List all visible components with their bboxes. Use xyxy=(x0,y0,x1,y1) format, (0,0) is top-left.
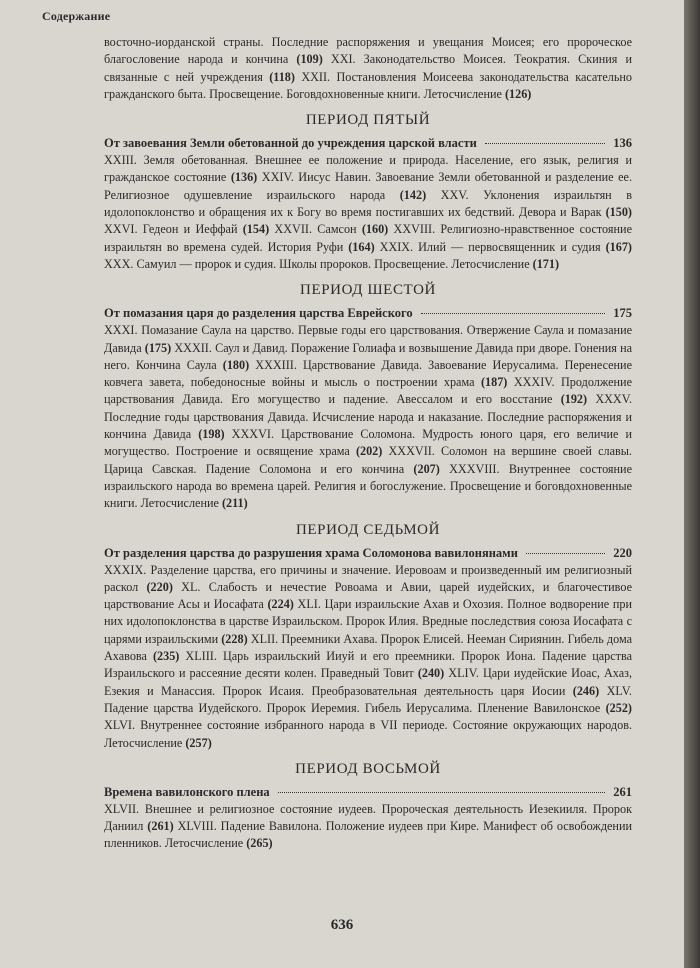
chapter-text: XXV. Уклонения израильтян в идолопоклонство и обращения их к Богу во время постигавших их бедствий. Девора и Варак xyxy=(104,187,632,220)
page-reference: (164) xyxy=(348,239,375,254)
chapter-list xyxy=(104,562,632,752)
page-reference: (154) xyxy=(242,222,270,237)
chapter-text: XLVI. Внутреннее состояние избранного народа в VII периоде. Состояние окружающих народов. Летосчисление xyxy=(104,718,632,750)
toc-entry[interactable] xyxy=(104,545,632,562)
chapter-text: XXI. Законодательство Моисея. Теократия. Скиния и связанные с ней учреждения xyxy=(104,52,633,84)
chapter-text: XXXIII. Царствование Давида. Завоевание Иерусалима. Перенесение ковчега завета, победоносные войны и мысль о построении храма xyxy=(104,357,632,390)
chapter-text: XXXIV. Продолжение царствования Давида. Его могущество и падение. Авессалом и его восстание xyxy=(104,375,632,407)
toc-entry-title: Времена вавилонского плена xyxy=(104,784,270,799)
page-reference: (261) xyxy=(147,819,174,834)
toc-entry-page: 136 xyxy=(613,136,632,151)
page-reference: (150) xyxy=(605,205,632,220)
toc-entry-page: 261 xyxy=(613,784,632,799)
chapter-text: XXVII. Самсон xyxy=(269,222,362,237)
period-section xyxy=(104,281,632,512)
page-reference: (235) xyxy=(152,649,180,664)
page-reference: (198) xyxy=(198,427,225,442)
page-edge-shadow xyxy=(684,0,700,968)
chapter-text: XLV. Падение царства Иудейского. Пророк Иеремия. Гибель Иерусалима. Пленение Вавилонское xyxy=(104,683,632,715)
page-reference: (240) xyxy=(417,666,445,681)
page-reference: (109) xyxy=(296,52,323,67)
page-reference: (187) xyxy=(480,375,508,390)
chapter-text: XXII. Постановления Моисеева законодательства касательно гражданского быта. Просвещение. Боговдохновенные книги. Летосчисление xyxy=(104,69,632,101)
period-section xyxy=(104,760,632,853)
page-reference: (246) xyxy=(572,683,600,698)
page-reference: (126) xyxy=(504,86,532,101)
toc-entry-title: От завоевания Земли обетованной до учреждения царской власти xyxy=(104,136,477,151)
intro-paragraph xyxy=(104,34,632,103)
period-title: ПЕРИОД СЕДЬМОЙ xyxy=(295,521,441,538)
dot-leader xyxy=(421,312,606,314)
running-head: Содержание xyxy=(42,9,111,23)
page-reference: (180) xyxy=(222,357,250,372)
page-reference: (202) xyxy=(355,444,383,459)
chapter-list xyxy=(104,152,632,273)
toc-content xyxy=(104,34,632,853)
chapter-text: XXXVI. Царствование Соломона. Мудрость юного царя, его величие и могущество. Построение и освящение храма xyxy=(104,427,632,459)
page-reference: (211) xyxy=(221,496,248,511)
chapter-text: XXXVIII. Внутреннее состояние израильского народа во времена царей. Религия и богослужение. Просвещение и боговдохновенные книги. Летосчисление xyxy=(104,461,632,511)
toc-entry[interactable] xyxy=(104,305,632,322)
chapter-text: XLIII. Царь израильский Ииуй и его преемники. Пророк Иона. Падение царства Израильского и рассеяние десяти колен. Праведный Товит xyxy=(104,649,632,681)
chapter-text: XLI. Цари израильские Ахав и Охозия. Полное водворение при них идолопоклонства в царстве Израильском. Пророк Илия. Вредные последствия союза Иосафата с царями израильскими xyxy=(104,597,632,646)
page-reference: (171) xyxy=(532,256,560,271)
chapter-text: XXX. Самуил — пророк и судия. Школы пророков. Просвещение. Летосчисление xyxy=(104,256,533,271)
page-reference: (257) xyxy=(185,735,212,750)
chapter-text: XXIX. Илий — первосвященник и судия xyxy=(374,239,606,254)
page-reference: (136) xyxy=(230,170,258,185)
chapter-text: XLII. Преемники Ахава. Пророк Елисей. Нееман Сириянин. Гибель дома Ахавова xyxy=(104,631,632,664)
page-reference: (220) xyxy=(146,579,173,594)
chapter-text: XXXV. Последние годы царствования Давида. Исчисление народа и наказание. Последние распоряжения и кончина Давида xyxy=(104,392,632,442)
dot-leader xyxy=(278,791,606,793)
chapter-text: XLIV. Цари иудейские Иоас, Ахаз, Езекия и Манассия. Пророк Исаия. Преобразовательная деятельность царя Иосии xyxy=(104,666,632,698)
page-reference: (192) xyxy=(560,392,588,407)
page-reference: (228) xyxy=(221,631,248,646)
chapter-text: восточно-иорданской страны. Последние распоряжения и увещания Моисея; его пророческое благословение народа и кончина xyxy=(104,35,632,67)
page-reference: (118) xyxy=(269,69,295,84)
period-title: ПЕРИОД ПЯТЫЙ xyxy=(305,112,431,129)
page-reference: (142) xyxy=(399,187,427,202)
toc-entry-page: 220 xyxy=(613,545,632,560)
chapter-text: XXVI. Гедеон и Иеффай xyxy=(104,222,243,237)
page-reference: (224) xyxy=(267,597,294,612)
page-reference: (175) xyxy=(144,340,172,355)
chapter-text: XXXVII. Соломон на вершине своей славы. Царица Савская. Падение Соломона и его кончина xyxy=(104,444,632,476)
page-reference: (160) xyxy=(361,222,389,237)
dot-leader xyxy=(526,552,605,554)
period-section xyxy=(104,111,632,273)
period-title: ПЕРИОД ВОСЬМОЙ xyxy=(295,760,441,777)
page-reference: (207) xyxy=(413,461,440,476)
dot-leader xyxy=(485,142,605,144)
chapter-text: XLVIII. Падение Вавилона. Положение иудеев при Кире. Манифест об освобождении пленников. Летосчисление xyxy=(104,819,632,851)
period-title: ПЕРИОД ШЕСТОЙ xyxy=(300,282,436,299)
toc-entry-title: От разделения царства до разрушения храма Соломонова вавилонянами xyxy=(104,545,518,560)
page-reference: (167) xyxy=(605,239,632,254)
chapter-text: XXXI. Помазание Саула на царство. Первые годы его царствования. Отвержение Саула и помазание Давида xyxy=(104,323,632,355)
chapter-list xyxy=(104,322,632,512)
chapter-text: XXVIII. Религиозно-нравственное состояние израильтян во времена судей. История Руфи xyxy=(104,222,632,254)
toc-entry-page: 175 xyxy=(613,306,632,321)
page-reference: (265) xyxy=(246,836,273,851)
page-number: 636 xyxy=(330,917,354,933)
chapter-text: XXIII. Земля обетованная. Внешнее ее положение и природа. Население, его язык, религия и гражданское состояние xyxy=(104,153,632,185)
toc-entry[interactable] xyxy=(104,135,632,152)
period-section xyxy=(104,521,632,752)
chapter-list xyxy=(104,801,632,853)
toc-entry-title: От помазания царя до разделения царства Еврейского xyxy=(104,306,413,321)
chapter-text: XXIV. Иисус Навин. Завоевание Земли обетованной и разделение ее. Религиозное одушевление израильского народа xyxy=(104,170,632,202)
page-reference: (252) xyxy=(605,700,632,715)
chapter-text: XXXII. Саул и Давид. Поражение Голиафа и возвышение Давида при дворе. Гонения на него. Кончина Саула xyxy=(104,340,632,372)
periods-container xyxy=(104,111,632,853)
chapter-text: XXXIX. Разделение царства, его причины и значение. Иеровоам и произведенный им религиозный раскол xyxy=(104,562,632,594)
chapter-text: XL. Слабость и нечестие Ровоама и Авии, царей иудейских, и благочестивое царствование Асы и Иосафата xyxy=(104,579,632,612)
chapter-text: XLVII. Внешнее и религиозное состояние иудеев. Пророческая деятельность Иезекииля. Пророк Даниил xyxy=(104,801,632,834)
toc-entry[interactable] xyxy=(104,784,632,801)
